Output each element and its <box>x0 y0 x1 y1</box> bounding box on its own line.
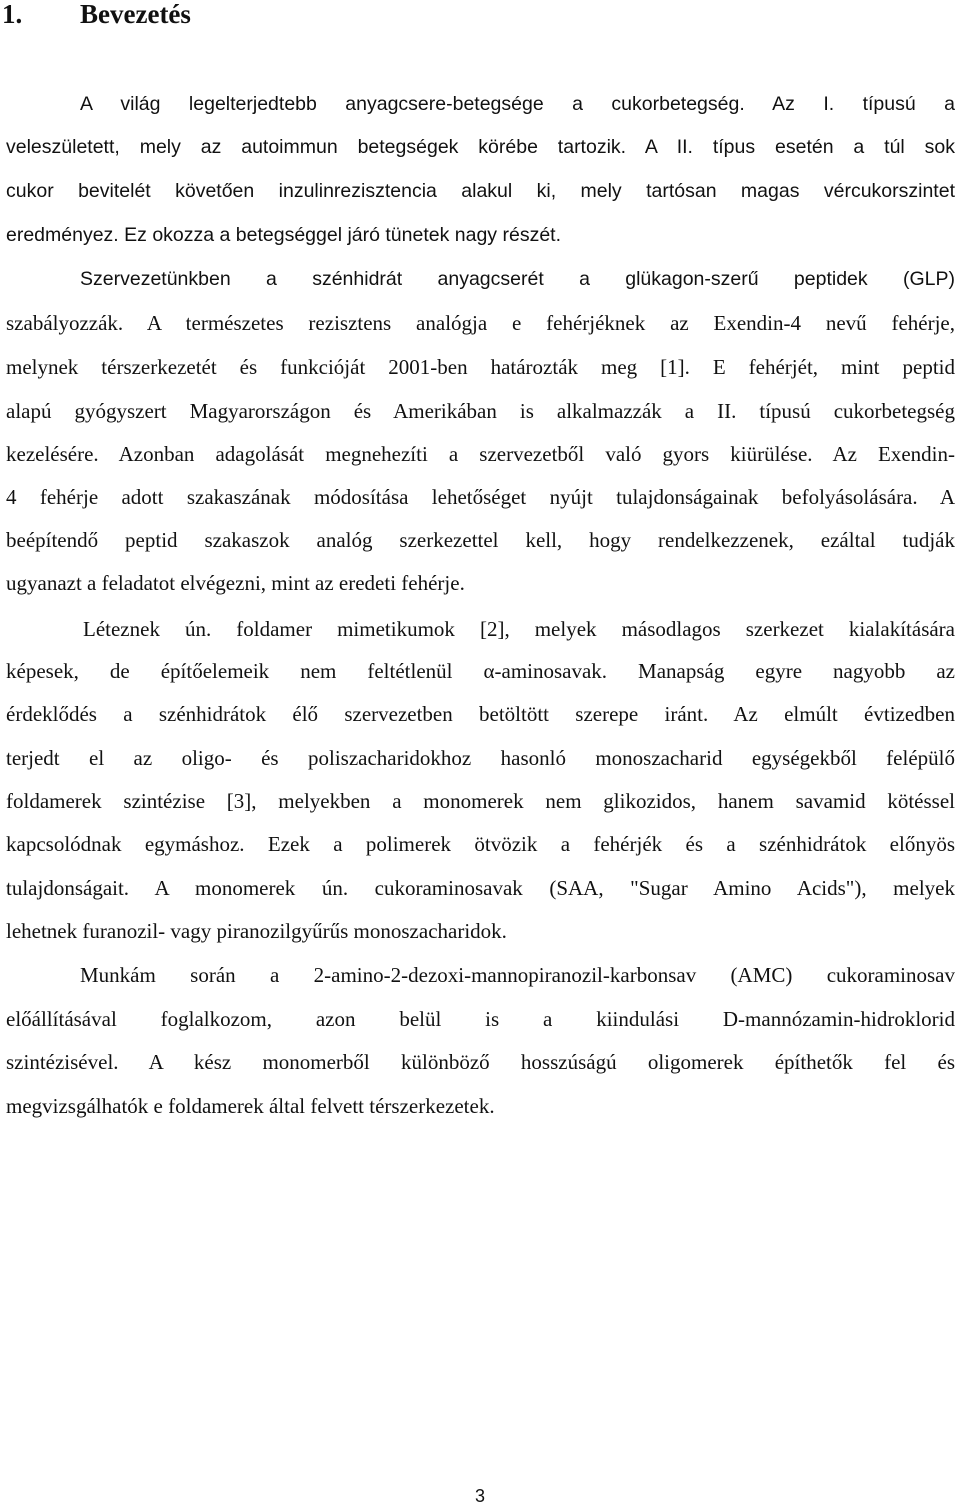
paragraph-2-line-2: szabályozzák. A természetes rezisztens analógja e fehérjéknek az Exendin-4 nevű fehérje, <box>6 311 955 335</box>
paragraph-2-line-1: Szervezetünkben a szénhidrát anyagcserét a glükagon-szerű peptidek (GLP) <box>80 268 955 290</box>
paragraph-2-line-3: melynek térszerkezetét és funkcióját 2001-ben határozták meg [1]. E fehérjét, mint peptid <box>6 355 955 379</box>
paragraph-2-line-5: kezelésére. Azonban adagolását megnehezíti a szervezetből való gyors kiürülése. Az Exendin- <box>6 442 955 466</box>
paragraph-2-line-8: ugyanazt a feladatot elvégezni, mint az eredeti fehérje. <box>6 571 465 595</box>
paragraph-1-line-1: A világ legelterjedtebb anyagcsere-betegsége a cukorbetegség. Az I. típusú a <box>80 93 955 115</box>
paragraph-1-line-2: veleszületett, mely az autoimmun betegségek körébe tartozik. A II. típus esetén a túl sok <box>6 136 955 158</box>
paragraph-3-line-3: érdeklődés a szénhidrátok élő szervezetben betöltött szerepe iránt. Az elmúlt évtizedben <box>6 702 955 726</box>
section-number: 1. <box>2 0 23 29</box>
paragraph-1-line-3: cukor bevitelét követően inzulinrezisztencia alakul ki, mely tartósan magas vércukorszintet <box>6 180 955 202</box>
paragraph-4-line-4: megvizsgálhatók e foldamerek által felvett térszerkezetek. <box>6 1094 495 1118</box>
paragraph-3-line-1: Léteznek ún. foldamer mimetikumok [2], melyek másodlagos szerkezet kialakítására <box>83 617 955 641</box>
paragraph-3-line-5: foldamerek szintézise [3], melyekben a monomerek nem glikozidos, hanem savamid kötéssel <box>6 789 955 813</box>
page-number: 3 <box>474 1486 485 1506</box>
paragraph-4-line-2: előállításával foglalkozom, azon belül is a kiindulási D-mannózamin-hidroklorid <box>6 1007 955 1031</box>
paragraph-4-line-1: Munkám során a 2-amino-2-dezoxi-mannopiranozil-karbonsav (AMC) cukoraminosav <box>80 963 955 987</box>
paragraph-3-line-6: kapcsolódnak egymáshoz. Ezek a polimerek ötvözik a fehérjék és a szénhidrátok előnyös <box>6 832 955 856</box>
paragraph-2-line-7: beépítendő peptid szakaszok analóg szerkezettel kell, hogy rendelkezzenek, ezáltal tudják <box>6 528 955 552</box>
paragraph-3-line-8: lehetnek furanozil- vagy piranozilgyűrűs monoszacharidok. <box>6 919 507 943</box>
paragraph-3-line-2: képesek, de építőelemeik nem feltétlenül α-aminosavak. Manapság egyre nagyobb az <box>6 659 955 683</box>
paragraph-2-line-4: alapú gyógyszert Magyarországon és Amerikában is alkalmazzák a II. típusú cukorbetegség <box>6 399 955 423</box>
paragraph-2-line-6: 4 fehérje adott szakaszának módosítása lehetőséget nyújt tulajdonságainak befolyásolására. A <box>6 485 955 509</box>
section-title: Bevezetés <box>80 0 191 29</box>
paragraph-4-line-3: szintézisével. A kész monomerből különböző hosszúságú oligomerek építhetők fel és <box>6 1050 955 1074</box>
paragraph-1-line-4: eredményez. Ez okozza a betegséggel járó tünetek nagy részét. <box>6 224 561 246</box>
paragraph-3-line-4: terjedt el az oligo- és poliszacharidokhoz hasonló monoszacharid egységekből felépülő <box>6 746 955 770</box>
section-heading <box>2 0 191 34</box>
paragraph-3-line-7: tulajdonságait. A monomerek ún. cukoraminosavak (SAA, "Sugar Amino Acids"), melyek <box>6 876 955 900</box>
